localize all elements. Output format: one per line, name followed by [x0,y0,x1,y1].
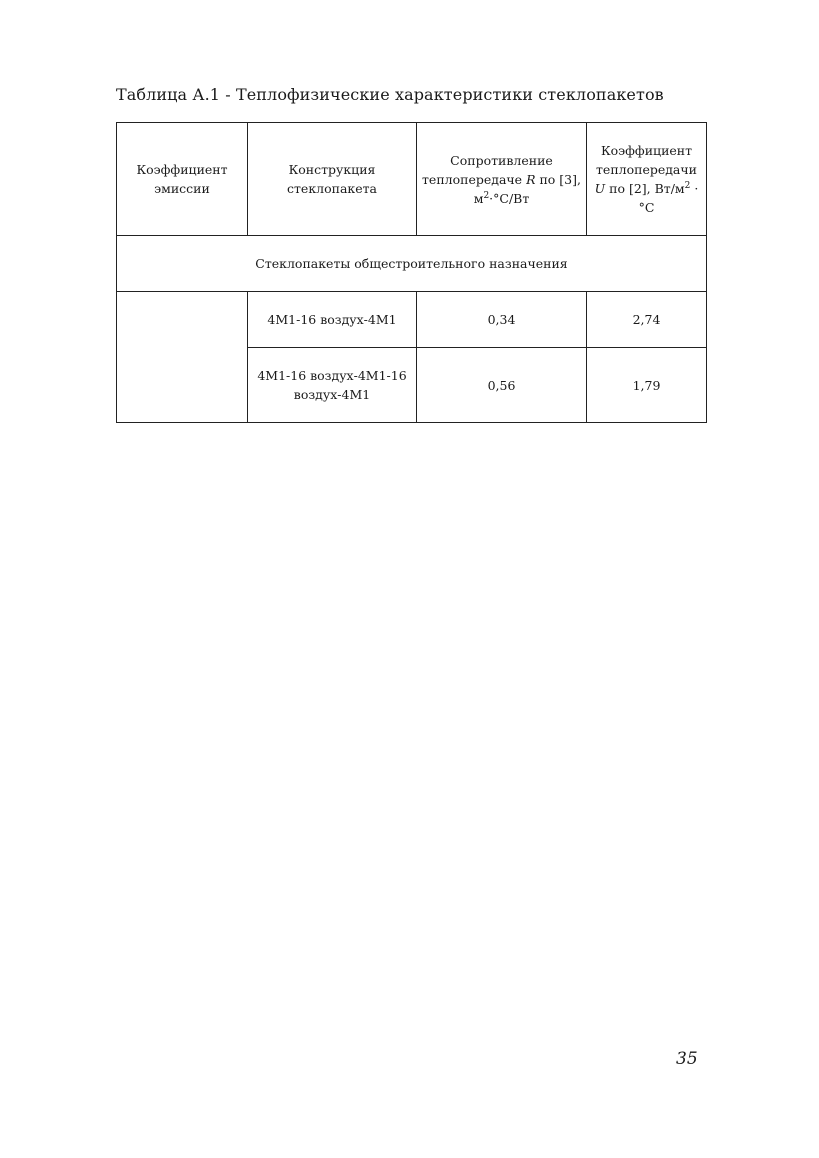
glazing-units-table [116,122,707,423]
cell-construction: 4М1-16 воздух-4М1 [248,292,417,348]
header-construction: Конструкция стеклопакета [248,123,417,236]
cell-coefficient: 2,74 [587,292,707,348]
cell-resistance: 0,56 [417,348,587,423]
cell-emission [117,348,248,423]
header-heat-transfer-coefficient: Коэффициент теплопередачи U по [2], $Вт/м^2 \cdot ^\circ С$ [587,123,707,236]
cell-coefficient: 1,79 [587,348,707,423]
page-number: 35 [676,1049,698,1069]
cell-emission [117,292,248,348]
table-caption: Таблица А.1 - Теплофизические характеристики стеклопакетов [116,85,664,104]
cell-construction: 4М1-16 воздух-4М1-16 воздух-4М1 [248,348,417,423]
header-emission-coefficient: Коэффициент эмиссии [117,123,248,236]
table-row [117,348,707,423]
section-row [117,236,707,292]
table-header-row [117,123,707,236]
section-title: Стеклопакеты общестроительного назначения [117,236,707,292]
header-heat-resistance: Сопротивление теплопередаче R по [3], $м^2\cdot^\circ С/Вт$ [417,123,587,236]
table-row [117,292,707,348]
cell-resistance: 0,34 [417,292,587,348]
